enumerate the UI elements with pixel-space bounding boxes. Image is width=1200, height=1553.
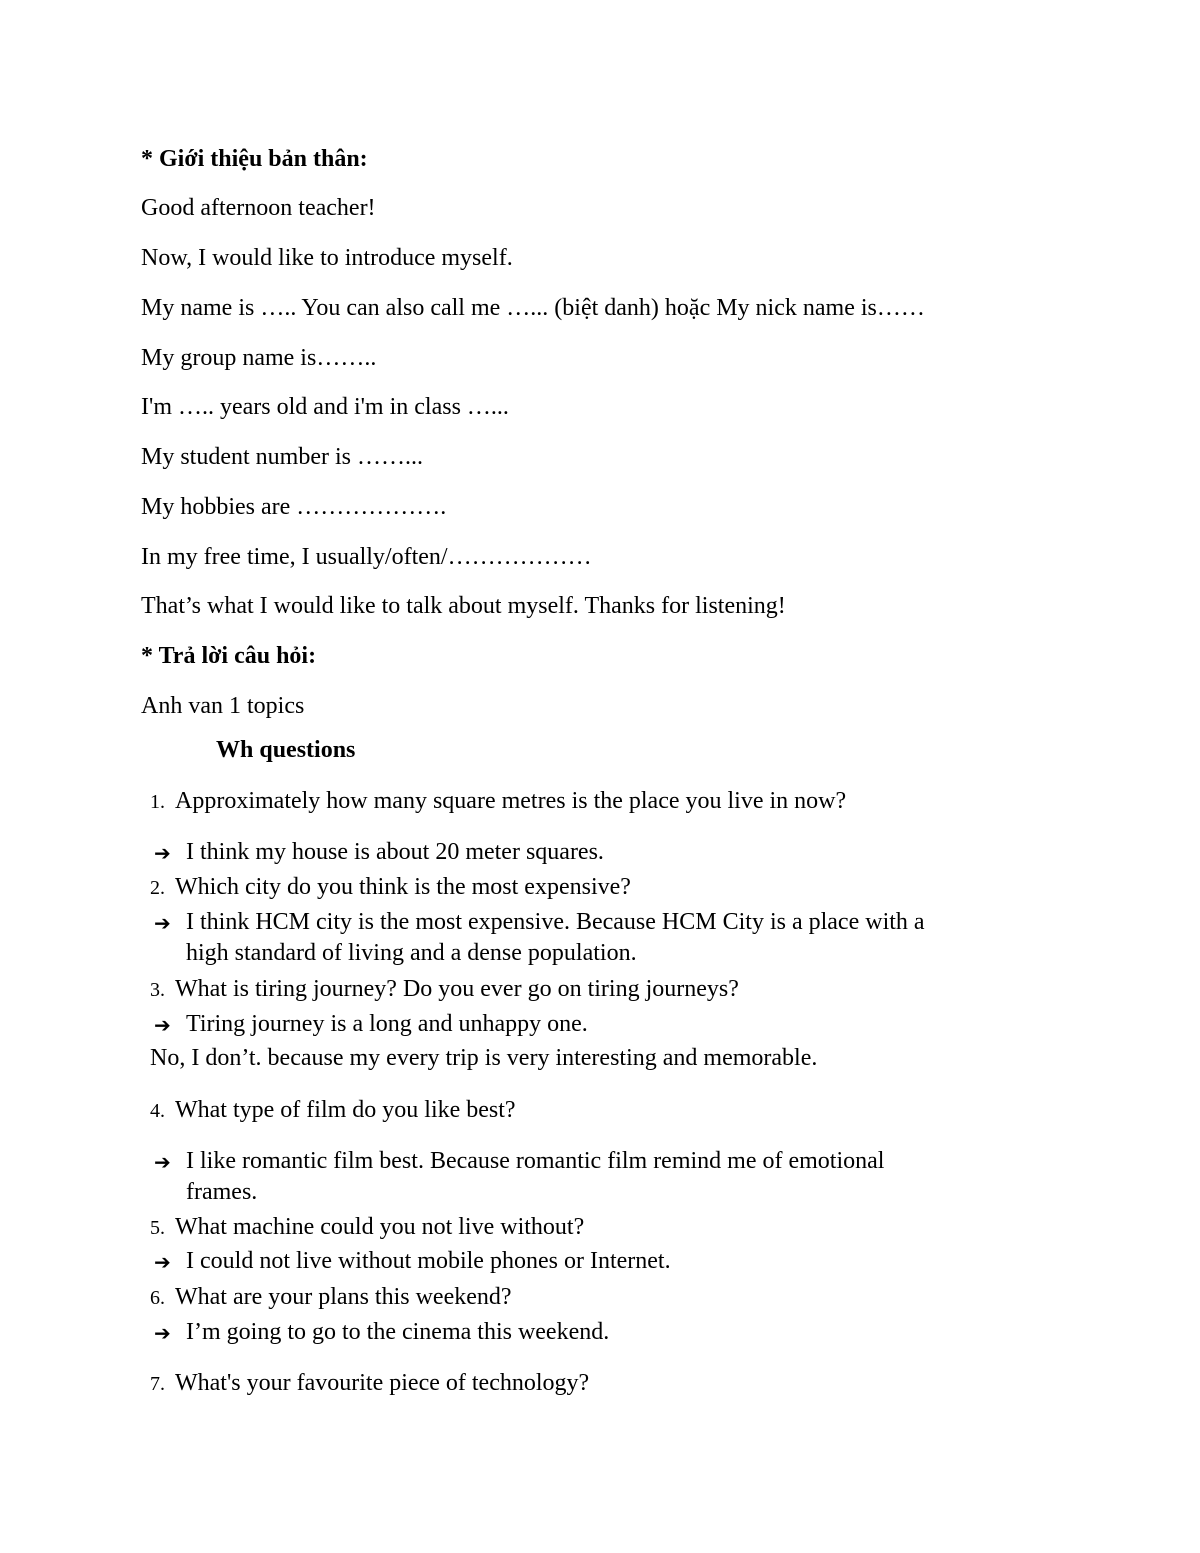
answer-text: I could not live without mobile phones or Internet. (186, 1248, 671, 1274)
intro-line: My hobbies are ………………. (141, 494, 447, 520)
question-number: 1. (150, 791, 165, 813)
question-number: 5. (150, 1217, 165, 1239)
wh-questions-heading: Wh questions (216, 737, 356, 763)
intro-line: My group name is…….. (141, 345, 377, 371)
arrow-right-icon: ➔ (154, 911, 171, 935)
intro-line: In my free time, I usually/often/……………… (141, 544, 592, 570)
question-text: What's your favourite piece of technology? (175, 1370, 590, 1396)
question-text: Which city do you think is the most expensive? (175, 874, 631, 900)
question-number: 7. (150, 1373, 165, 1395)
answer-text: I’m going to go to the cinema this weekend. (186, 1319, 610, 1345)
answer-text: high standard of living and a dense population. (186, 940, 637, 966)
question-number: 6. (150, 1287, 165, 1309)
intro-line: My name is ….. You can also call me …... (biệt danh) hoặc My nick name is…… (141, 295, 925, 321)
question-text: What are your plans this weekend? (175, 1284, 512, 1310)
question-number: 2. (150, 877, 165, 899)
question-text: What type of film do you like best? (175, 1097, 516, 1123)
answer-text: I think HCM city is the most expensive. Because HCM City is a place with a (186, 909, 925, 935)
intro-line: Now, I would like to introduce myself. (141, 245, 513, 271)
topic-title: Anh van 1 topics (141, 693, 305, 719)
answer-text: frames. (186, 1179, 258, 1205)
question-number: 4. (150, 1100, 165, 1122)
intro-line: That’s what I would like to talk about myself. Thanks for listening! (141, 593, 786, 619)
intro-heading: * Giới thiệu bản thân: (141, 146, 368, 172)
arrow-right-icon: ➔ (154, 841, 171, 865)
question-text: What machine could you not live without? (175, 1214, 585, 1240)
answers-heading: * Trả lời câu hỏi: (141, 643, 317, 669)
question-text: What is tiring journey? Do you ever go on tiring journeys? (175, 976, 739, 1002)
answer-text: I like romantic film best. Because romantic film remind me of emotional (186, 1148, 885, 1174)
arrow-right-icon: ➔ (154, 1250, 171, 1274)
intro-line: My student number is ……... (141, 444, 423, 470)
intro-line: I'm ….. years old and i'm in class …... (141, 394, 509, 420)
arrow-right-icon: ➔ (154, 1321, 171, 1345)
answer-text: Tiring journey is a long and unhappy one. (186, 1011, 588, 1037)
arrow-right-icon: ➔ (154, 1150, 171, 1174)
intro-line: Good afternoon teacher! (141, 195, 376, 221)
answer-extra-text: No, I don’t. because my every trip is very interesting and memorable. (150, 1045, 818, 1071)
arrow-right-icon: ➔ (154, 1013, 171, 1037)
answer-text: I think my house is about 20 meter squares. (186, 839, 604, 865)
question-text: Approximately how many square metres is the place you live in now? (175, 788, 847, 814)
question-number: 3. (150, 979, 165, 1001)
